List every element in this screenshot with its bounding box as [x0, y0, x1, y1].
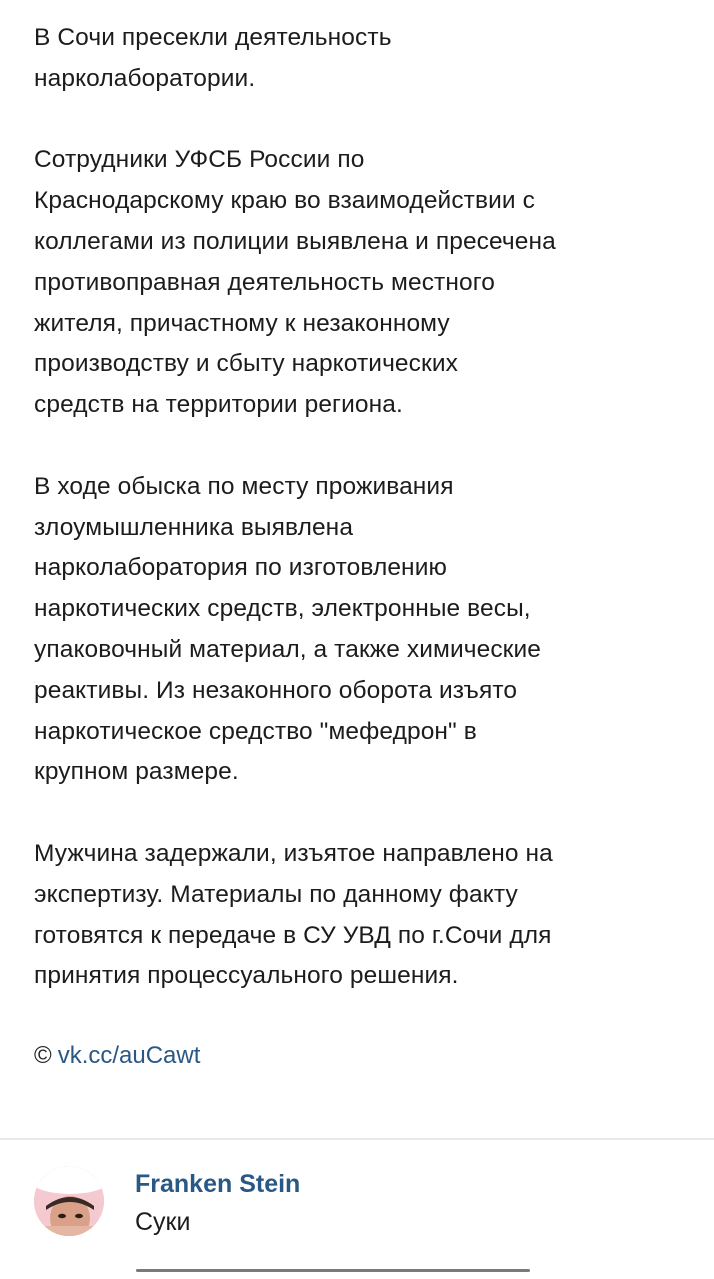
post-paragraph — [34, 834, 704, 997]
post-line: наркотическое средство "мефедрон" в — [34, 717, 477, 745]
post-line: Краснодарскому краю во взаимодействии с — [34, 187, 535, 215]
user-avatar-photo[interactable] — [34, 1166, 104, 1236]
post-line: противоправная деятельность местного — [34, 268, 495, 296]
source-link[interactable]: vk.cc/auCawt — [57, 1041, 201, 1069]
post-line: крупном размере. — [34, 758, 239, 786]
post-paragraph — [34, 18, 704, 100]
comment-text: Суки — [135, 1208, 191, 1236]
post-body — [34, 18, 704, 1076]
post-line: коллегами из полиции выявлена и пресечена — [34, 227, 556, 255]
post-line: нарколаборатория по изготовлению — [34, 554, 447, 582]
post-paragraph — [34, 140, 704, 426]
post-line: готовятся к передаче в СУ УВД по г.Сочи для — [34, 921, 552, 949]
post-line: Мужчина задержали, изъятое направлено на — [34, 839, 553, 867]
comment-item — [34, 1166, 704, 1256]
comments-divider — [0, 1138, 714, 1140]
post-line: Сотрудники УФСБ России по — [34, 146, 365, 174]
post-line: злоумышленника выявлена — [34, 513, 354, 541]
home-indicator — [136, 1269, 530, 1272]
post-line: жителя, причастному к незаконному — [34, 309, 450, 337]
post-line: производству и сбыту наркотических — [34, 350, 458, 378]
post-line: В ходе обыска по месту проживания — [34, 472, 454, 500]
copyright-icon: © — [34, 1041, 52, 1069]
post-line: наркотических средств, электронные весы, — [34, 595, 531, 623]
post-line: нарколаборатории. — [34, 64, 256, 92]
post-line: реактивы. Из незаконного оборота изъято — [34, 676, 518, 704]
post-paragraph — [34, 467, 704, 793]
post-line: упаковочный материал, а также химические — [34, 635, 542, 663]
post-line: В Сочи пресекли деятельность — [34, 24, 392, 51]
post-line: средств на территории региона. — [34, 391, 403, 419]
post-line: принятия процессуального решения. — [34, 962, 459, 990]
comment-author-link[interactable]: Franken Stein — [135, 1170, 301, 1198]
post-line: экспертизу. Материалы по данному факту — [34, 880, 518, 908]
source-line — [34, 1036, 704, 1076]
